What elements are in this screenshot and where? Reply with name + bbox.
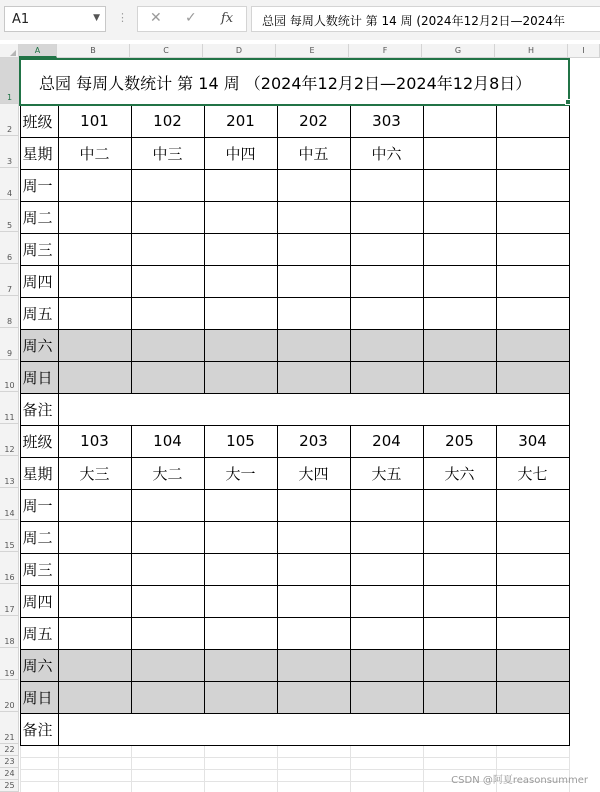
formula-input[interactable]: 总园 每周人数统计 第 14 周 (2024年12月2日—2024年 xyxy=(251,6,600,32)
grade-cell[interactable]: 大六 xyxy=(423,457,496,489)
data-cell[interactable] xyxy=(204,585,277,617)
data-cell[interactable] xyxy=(204,361,277,393)
data-cell[interactable] xyxy=(204,297,277,329)
column-header-b[interactable]: B xyxy=(57,44,130,58)
weekend-row xyxy=(20,361,569,393)
grade-cell[interactable] xyxy=(423,137,496,169)
data-cell[interactable] xyxy=(58,649,131,681)
row-header-12[interactable]: 12 xyxy=(0,424,19,456)
data-cell[interactable] xyxy=(204,329,277,361)
week-label[interactable]: 星期 xyxy=(20,457,58,489)
data-cell[interactable] xyxy=(58,681,131,713)
row-header-8[interactable]: 8 xyxy=(0,296,19,328)
data-cell[interactable] xyxy=(423,329,496,361)
row-header-21[interactable]: 21 xyxy=(0,712,19,744)
data-cell[interactable] xyxy=(423,169,496,201)
row-header-1[interactable]: 1 xyxy=(0,58,19,104)
data-cell[interactable] xyxy=(131,649,204,681)
data-cell[interactable] xyxy=(496,361,569,393)
data-cell[interactable] xyxy=(131,361,204,393)
empty-cell[interactable] xyxy=(131,781,204,792)
data-cell[interactable] xyxy=(204,553,277,585)
data-cell[interactable] xyxy=(277,233,350,265)
row-header-16[interactable]: 16 xyxy=(0,552,19,584)
data-cell[interactable] xyxy=(350,329,423,361)
grade-cell[interactable]: 中三 xyxy=(131,137,204,169)
attendance-table xyxy=(19,58,570,792)
data-cell[interactable] xyxy=(277,201,350,233)
empty-cell[interactable] xyxy=(204,781,277,792)
data-cell[interactable] xyxy=(423,361,496,393)
empty-cell[interactable] xyxy=(423,745,496,757)
notes-label[interactable]: 备注 xyxy=(20,713,58,745)
empty-cell[interactable] xyxy=(131,745,204,757)
empty-cell[interactable] xyxy=(58,745,131,757)
row-header-18[interactable]: 18 xyxy=(0,616,19,648)
data-cell[interactable] xyxy=(496,329,569,361)
more-options-icon[interactable]: ⋮ xyxy=(117,11,128,24)
grade-row xyxy=(20,457,569,489)
name-box[interactable] xyxy=(4,6,106,32)
data-cell[interactable] xyxy=(131,265,204,297)
day-label[interactable]: 周一 xyxy=(20,489,58,521)
data-cell[interactable] xyxy=(58,329,131,361)
row-headers xyxy=(0,58,19,792)
data-cell[interactable] xyxy=(277,681,350,713)
data-cell[interactable] xyxy=(423,489,496,521)
row-header-7[interactable]: 7 xyxy=(0,264,19,296)
data-cell[interactable] xyxy=(58,585,131,617)
column-header-f[interactable]: F xyxy=(349,44,422,58)
data-cell[interactable] xyxy=(496,233,569,265)
class-cell[interactable]: 104 xyxy=(131,425,204,457)
day-label[interactable]: 周三 xyxy=(20,553,58,585)
data-cell[interactable] xyxy=(277,297,350,329)
week-label[interactable]: 星期 xyxy=(20,137,58,169)
day-label[interactable]: 周二 xyxy=(20,201,58,233)
select-all-corner[interactable] xyxy=(0,44,19,58)
data-cell[interactable] xyxy=(204,681,277,713)
empty-cell[interactable] xyxy=(204,745,277,757)
grade-cell[interactable]: 中四 xyxy=(204,137,277,169)
data-cell[interactable] xyxy=(131,681,204,713)
empty-cell[interactable] xyxy=(131,757,204,769)
data-cell[interactable] xyxy=(277,361,350,393)
enter-check-icon[interactable]: ✓ xyxy=(185,10,197,26)
day-label[interactable]: 周日 xyxy=(20,681,58,713)
day-label[interactable]: 周四 xyxy=(20,265,58,297)
column-header-d[interactable]: D xyxy=(203,44,276,58)
day-row xyxy=(20,617,569,649)
data-cell[interactable] xyxy=(496,521,569,553)
class-cell[interactable]: 105 xyxy=(204,425,277,457)
day-row xyxy=(20,233,569,265)
column-header-i[interactable]: I xyxy=(568,44,600,58)
chevron-down-icon[interactable]: ▼ xyxy=(93,13,100,23)
row-header-6[interactable]: 6 xyxy=(0,232,19,264)
data-cell[interactable] xyxy=(350,649,423,681)
class-cell[interactable] xyxy=(423,105,496,137)
data-cell[interactable] xyxy=(350,233,423,265)
data-cell[interactable] xyxy=(58,233,131,265)
data-cell[interactable] xyxy=(496,265,569,297)
empty-cell[interactable] xyxy=(423,757,496,769)
day-row xyxy=(20,297,569,329)
data-cell[interactable] xyxy=(277,585,350,617)
data-cell[interactable] xyxy=(277,169,350,201)
data-cell[interactable] xyxy=(496,681,569,713)
class-cell[interactable]: 304 xyxy=(496,425,569,457)
grade-cell[interactable]: 大五 xyxy=(350,457,423,489)
empty-cell[interactable] xyxy=(58,769,131,781)
empty-cell[interactable] xyxy=(277,745,350,757)
empty-cell[interactable] xyxy=(58,757,131,769)
data-cell[interactable] xyxy=(423,201,496,233)
data-cell[interactable] xyxy=(496,297,569,329)
day-row xyxy=(20,169,569,201)
empty-cell[interactable] xyxy=(496,745,569,757)
grade-cell[interactable]: 大一 xyxy=(204,457,277,489)
class-label[interactable]: 班级 xyxy=(20,105,58,137)
day-label[interactable]: 周三 xyxy=(20,233,58,265)
day-label[interactable]: 周六 xyxy=(20,649,58,681)
data-cell[interactable] xyxy=(131,585,204,617)
day-row xyxy=(20,553,569,585)
column-header-a[interactable]: A xyxy=(19,44,57,58)
data-cell[interactable] xyxy=(423,617,496,649)
cancel-icon[interactable]: ✕ xyxy=(150,10,162,26)
data-cell[interactable] xyxy=(131,489,204,521)
row-header-25[interactable]: 25 xyxy=(0,780,19,792)
data-cell[interactable] xyxy=(350,521,423,553)
data-cell[interactable] xyxy=(58,265,131,297)
data-cell[interactable] xyxy=(58,553,131,585)
data-cell[interactable] xyxy=(131,201,204,233)
data-cell[interactable] xyxy=(350,297,423,329)
class-cell[interactable]: 202 xyxy=(277,105,350,137)
day-label[interactable]: 周六 xyxy=(20,329,58,361)
class-cell[interactable]: 203 xyxy=(277,425,350,457)
row-header-23[interactable]: 23 xyxy=(0,756,19,768)
data-cell[interactable] xyxy=(496,649,569,681)
day-row xyxy=(20,585,569,617)
day-label[interactable]: 周五 xyxy=(20,297,58,329)
data-cell[interactable] xyxy=(277,649,350,681)
empty-cell[interactable] xyxy=(131,769,204,781)
class-row xyxy=(20,425,569,457)
grade-cell[interactable]: 大四 xyxy=(277,457,350,489)
data-cell[interactable] xyxy=(204,169,277,201)
class-cell[interactable]: 201 xyxy=(204,105,277,137)
empty-cell[interactable] xyxy=(496,757,569,769)
column-headers xyxy=(0,44,600,58)
grade-cell[interactable] xyxy=(496,137,569,169)
row-header-15[interactable]: 15 xyxy=(0,520,19,552)
empty-cell[interactable] xyxy=(20,745,58,757)
name-box-value: A1 xyxy=(12,12,30,27)
row-header-9[interactable]: 9 xyxy=(0,328,19,360)
data-cell[interactable] xyxy=(131,329,204,361)
column-header-c[interactable]: C xyxy=(130,44,203,58)
data-cell[interactable] xyxy=(423,265,496,297)
grade-cell[interactable]: 中五 xyxy=(277,137,350,169)
empty-cell[interactable] xyxy=(277,781,350,792)
weekend-row xyxy=(20,649,569,681)
class-cell[interactable]: 303 xyxy=(350,105,423,137)
notes-row xyxy=(20,713,569,745)
data-cell[interactable] xyxy=(423,233,496,265)
column-header-h[interactable]: H xyxy=(495,44,568,58)
notes-label[interactable]: 备注 xyxy=(20,393,58,425)
data-cell[interactable] xyxy=(58,521,131,553)
empty-cell[interactable] xyxy=(58,781,131,792)
data-cell[interactable] xyxy=(350,201,423,233)
empty-cell[interactable] xyxy=(204,769,277,781)
data-cell[interactable] xyxy=(423,585,496,617)
data-cell[interactable] xyxy=(58,489,131,521)
grade-cell[interactable]: 中二 xyxy=(58,137,131,169)
data-cell[interactable] xyxy=(277,489,350,521)
data-cell[interactable] xyxy=(277,265,350,297)
title-row xyxy=(20,59,569,105)
data-cell[interactable] xyxy=(204,233,277,265)
grade-cell[interactable]: 大七 xyxy=(496,457,569,489)
notes-cell[interactable] xyxy=(58,713,569,745)
sheet-title[interactable]: 总园 每周人数统计 第 14 周 （2024年12月2日—2024年12月8日） xyxy=(20,59,569,105)
empty-cell[interactable] xyxy=(350,769,423,781)
data-cell[interactable] xyxy=(350,361,423,393)
worksheet[interactable] xyxy=(19,58,600,792)
class-cell[interactable] xyxy=(496,105,569,137)
data-cell[interactable] xyxy=(58,297,131,329)
row-header-3[interactable]: 3 xyxy=(0,136,19,168)
row-header-4[interactable]: 4 xyxy=(0,168,19,200)
row-header-10[interactable]: 10 xyxy=(0,360,19,392)
day-label[interactable]: 周二 xyxy=(20,521,58,553)
weekend-row xyxy=(20,329,569,361)
class-cell[interactable]: 102 xyxy=(131,105,204,137)
grade-cell[interactable]: 大三 xyxy=(58,457,131,489)
grade-cell[interactable]: 大二 xyxy=(131,457,204,489)
grade-cell[interactable]: 中六 xyxy=(350,137,423,169)
data-cell[interactable] xyxy=(496,489,569,521)
data-cell[interactable] xyxy=(350,681,423,713)
data-cell[interactable] xyxy=(131,297,204,329)
class-cell[interactable]: 204 xyxy=(350,425,423,457)
data-cell[interactable] xyxy=(131,553,204,585)
class-row xyxy=(20,105,569,137)
data-cell[interactable] xyxy=(423,553,496,585)
fill-handle[interactable] xyxy=(565,99,571,105)
data-cell[interactable] xyxy=(131,169,204,201)
day-label[interactable]: 周四 xyxy=(20,585,58,617)
data-cell[interactable] xyxy=(204,649,277,681)
data-cell[interactable] xyxy=(204,521,277,553)
empty-cell[interactable] xyxy=(20,769,58,781)
notes-row xyxy=(20,393,569,425)
data-cell[interactable] xyxy=(350,489,423,521)
column-header-g[interactable]: G xyxy=(422,44,495,58)
empty-cell[interactable] xyxy=(20,781,58,792)
data-cell[interactable] xyxy=(496,201,569,233)
row-header-24[interactable]: 24 xyxy=(0,768,19,780)
data-cell[interactable] xyxy=(496,553,569,585)
empty-cell[interactable] xyxy=(20,757,58,769)
data-cell[interactable] xyxy=(496,585,569,617)
data-cell[interactable] xyxy=(496,169,569,201)
class-label[interactable]: 班级 xyxy=(20,425,58,457)
data-cell[interactable] xyxy=(423,521,496,553)
class-cell[interactable]: 205 xyxy=(423,425,496,457)
empty-cell[interactable] xyxy=(277,757,350,769)
empty-cell[interactable] xyxy=(350,757,423,769)
data-cell[interactable] xyxy=(204,617,277,649)
data-cell[interactable] xyxy=(131,521,204,553)
data-cell[interactable] xyxy=(350,617,423,649)
empty-row xyxy=(20,745,569,757)
row-header-17[interactable]: 17 xyxy=(0,584,19,616)
insert-function-icon[interactable]: fx xyxy=(221,11,234,26)
day-row xyxy=(20,201,569,233)
day-label[interactable]: 周一 xyxy=(20,169,58,201)
empty-row xyxy=(20,757,569,769)
data-cell[interactable] xyxy=(204,265,277,297)
day-label[interactable]: 周日 xyxy=(20,361,58,393)
row-header-22[interactable]: 22 xyxy=(0,744,19,756)
day-label[interactable]: 周五 xyxy=(20,617,58,649)
weekend-row xyxy=(20,681,569,713)
formula-bar xyxy=(0,0,600,40)
empty-cell[interactable] xyxy=(350,745,423,757)
day-row xyxy=(20,489,569,521)
data-cell[interactable] xyxy=(131,617,204,649)
formula-buttons xyxy=(137,6,247,32)
data-cell[interactable] xyxy=(58,169,131,201)
data-cell[interactable] xyxy=(204,489,277,521)
data-cell[interactable] xyxy=(423,681,496,713)
data-cell[interactable] xyxy=(277,329,350,361)
class-cell[interactable]: 103 xyxy=(58,425,131,457)
data-cell[interactable] xyxy=(204,201,277,233)
empty-cell[interactable] xyxy=(277,769,350,781)
data-cell[interactable] xyxy=(350,169,423,201)
data-cell[interactable] xyxy=(496,617,569,649)
class-cell[interactable]: 101 xyxy=(58,105,131,137)
row-header-5[interactable]: 5 xyxy=(0,200,19,232)
row-header-20[interactable]: 20 xyxy=(0,680,19,712)
column-header-e[interactable]: E xyxy=(276,44,349,58)
notes-cell[interactable] xyxy=(58,393,569,425)
data-cell[interactable] xyxy=(277,553,350,585)
data-cell[interactable] xyxy=(423,649,496,681)
data-cell[interactable] xyxy=(131,233,204,265)
empty-cell[interactable] xyxy=(204,757,277,769)
grade-row xyxy=(20,137,569,169)
watermark: CSDN @阿夏reasonsummer xyxy=(451,775,588,786)
day-row xyxy=(20,521,569,553)
data-cell[interactable] xyxy=(277,617,350,649)
row-header-14[interactable]: 14 xyxy=(0,488,19,520)
row-header-19[interactable]: 19 xyxy=(0,648,19,680)
row-header-2[interactable]: 2 xyxy=(0,104,19,136)
row-header-11[interactable]: 11 xyxy=(0,392,19,424)
data-cell[interactable] xyxy=(277,521,350,553)
data-cell[interactable] xyxy=(58,617,131,649)
data-cell[interactable] xyxy=(58,201,131,233)
empty-cell[interactable] xyxy=(350,781,423,792)
day-row xyxy=(20,265,569,297)
data-cell[interactable] xyxy=(350,265,423,297)
data-cell[interactable] xyxy=(350,585,423,617)
data-cell[interactable] xyxy=(58,361,131,393)
data-cell[interactable] xyxy=(350,553,423,585)
row-header-13[interactable]: 13 xyxy=(0,456,19,488)
data-cell[interactable] xyxy=(423,297,496,329)
